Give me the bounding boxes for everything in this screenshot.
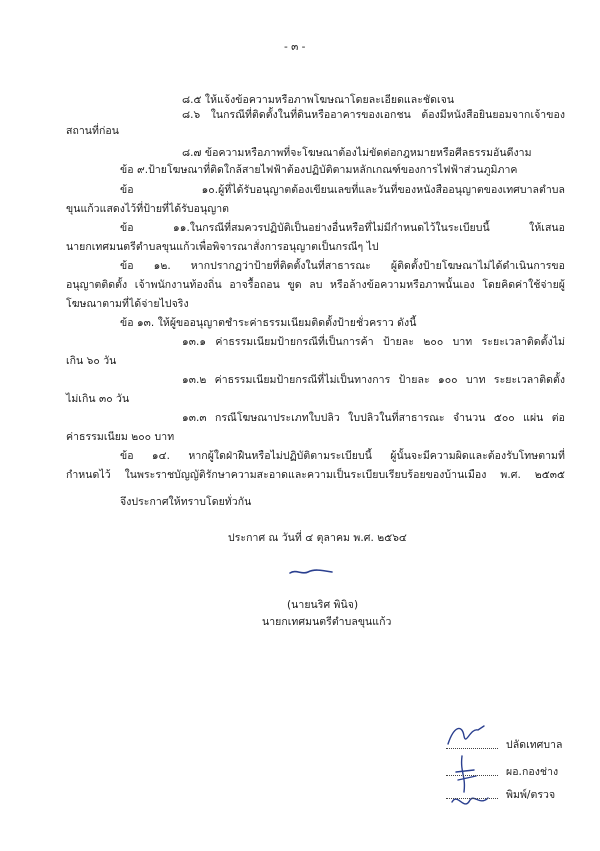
routing-dotted-line bbox=[446, 798, 498, 799]
date-line: ประกาศ ณ วันที่ ๔ ตุลาคม พ.ศ. ๒๕๖๔ bbox=[228, 532, 407, 544]
body-line: ๑๓.๒ ค่าธรรมเนียมป้ายกรณีที่ไม่เป็นทางการ ป้ายละ ๑๐๐ บาท ระยะเวลาติดตั้ง bbox=[182, 374, 565, 386]
body-line: ข้อ ๑๑.ในกรณีที่สมควรปฏิบัติเป็นอย่างอื่นหรือที่ไม่มีกำหนดไว้ในระเบียบนี้ ให้เสนอ bbox=[120, 222, 565, 234]
body-line: กำหนดไว้ ในพระราชบัญญัติรักษาความสะอาดและความเป็นระเบียบเรียบร้อยของบ้านเมือง พ.ศ. ๒๕๓๕ bbox=[66, 469, 565, 481]
body-line: ข้อ ๑๓. ให้ผู้ขออนุญาตชำระค่าธรรมเนียมติดตั้งป้ายชั่วคราว ดังนี้ bbox=[120, 317, 417, 329]
body-line: ค่าธรรมเนียม ๒๐๐ บาท bbox=[66, 431, 175, 443]
signature-mark bbox=[288, 566, 334, 578]
body-line: ไม่เกิน ๓๐ วัน bbox=[66, 393, 130, 405]
announcement-line: จึงประกาศให้ทราบโดยทั่วกัน bbox=[120, 496, 252, 508]
body-line: นายกเทศมนตรีตำบลขุนแก้วเพื่อพิจารณาสั่งการอนุญาตเป็นกรณีๆ ไป bbox=[66, 241, 379, 253]
body-line: ข้อ ๑๔. หากผู้ใดฝ่าฝืนหรือไม่ปฏิบัติตามระเบียบนี้ ผู้นั้นจะมีความผิดและต้องรับโทษตามที่ bbox=[120, 450, 565, 462]
body-line: ๘.๖ ในกรณีที่ติดตั้งในที่ดินหรืออาคารของเอกชน ต้องมีหนังสือยินยอมจากเจ้าของ bbox=[182, 109, 565, 121]
body-line: ข้อ ๑๒. หากปรากฏว่าป้ายที่ติดตั้งในที่สาธารณะ ผู้ติดตั้งป้ายโฆษณาไม่ได้ดำเนินการขอ bbox=[120, 260, 565, 272]
page-number: - ๓ - bbox=[284, 41, 306, 53]
signatory-position: นายกเทศมนตรีตำบลขุนแก้ว bbox=[262, 616, 392, 628]
body-line: ๑๓.๑ ค่าธรรมเนียมป้ายกรณีที่เป็นการค้า ป้ายละ ๒๐๐ บาท ระยะเวลาติดตั้งไม่ bbox=[182, 336, 565, 348]
routing-dotted-line bbox=[446, 775, 498, 776]
routing-label: ปลัดเทศบาล bbox=[506, 739, 563, 751]
body-line: ๘.๗ ข้อความหรือภาพที่จะโฆษณาต้องไม่ขัดต่อกฎหมายหรือศีลธรรมอันดีงาม bbox=[182, 147, 532, 159]
body-line: อนุญาตติดตั้ง เจ้าพนักงานท้องถิ่น อาจรื้อถอน ขูด ลบ หรือล้างข้อความหรือภาพนั้นเอง โดยคิดค่าใช้จ่ายผู้ bbox=[66, 279, 565, 291]
body-line: ขุนแก้วแสดงไว้ที่ป้ายที่ได้รับอนุญาต bbox=[66, 203, 230, 215]
body-line: ข้อ ๑๐.ผู้ที่ได้รับอนุญาตต้องเขียนเลขที่และวันที่ของหนังสืออนุญาตของเทศบาลตำบล bbox=[120, 184, 565, 196]
body-line: สถานที่ก่อน bbox=[66, 125, 120, 137]
body-line: ข้อ ๙.ป้ายโฆษณาที่ติดใกล้สายไฟฟ้าต้องปฏิบัติตามหลักเกณฑ์ของการไฟฟ้าส่วนภูมิภาค bbox=[120, 164, 518, 176]
body-line: ๘.๕ ให้แจ้งข้อความหรือภาพโฆษณาโดยละเอียดและชัดเจน bbox=[182, 94, 455, 106]
body-line: ๑๓.๓ กรณีโฆษณาประเภทใบปลิว ใบปลิวในที่สาธารณะ จำนวน ๕๐๐ แผ่น ต่อ bbox=[182, 412, 565, 424]
routing-label: พิมพ์/ตรวจ bbox=[506, 789, 556, 801]
handwritten-initials bbox=[440, 716, 510, 820]
routing-dotted-line bbox=[446, 748, 498, 749]
body-line: เกิน ๖๐ วัน bbox=[66, 355, 117, 367]
body-line: โฆษณาตามที่ได้จ่ายไปจริง bbox=[66, 298, 189, 310]
signatory-name: (นายนริศ พินิจ) bbox=[287, 599, 359, 611]
routing-label: ผอ.กองช่าง bbox=[506, 766, 559, 778]
